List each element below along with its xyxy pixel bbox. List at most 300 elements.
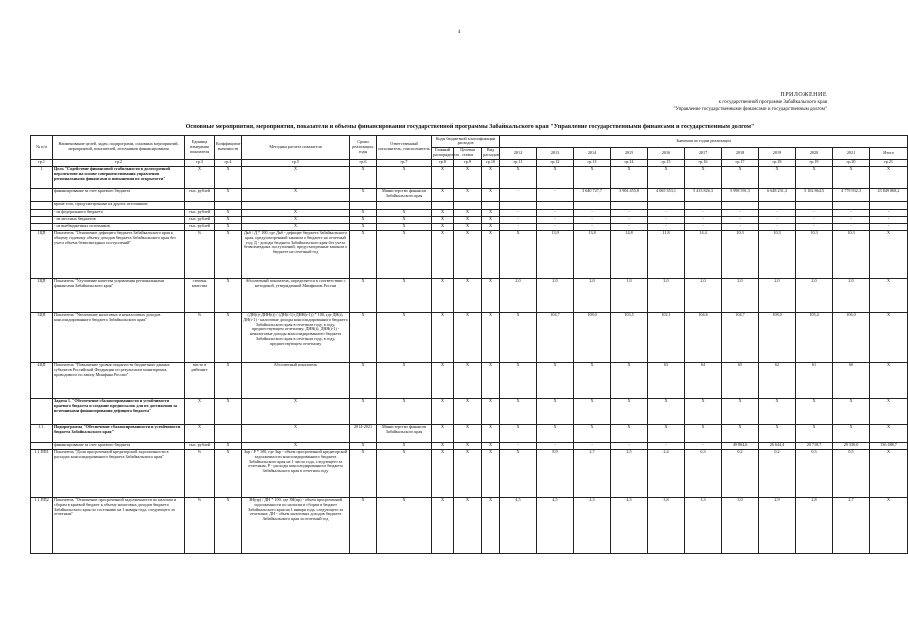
cell-unit: Х — [185, 398, 215, 424]
col-year: 2012 — [500, 147, 537, 159]
cell-year-value: Х — [500, 166, 537, 188]
cell-year-value: Х — [574, 166, 611, 188]
cell-year-value: - — [685, 216, 722, 223]
cell-term: Х — [350, 449, 377, 497]
cell-total: Х — [870, 278, 908, 312]
cell-year-value: 20 718,7 — [796, 442, 833, 449]
table-row — [31, 278, 908, 312]
cell-year-value: 8,9 — [537, 449, 574, 497]
cell-year-value: - — [611, 223, 648, 230]
cell-year-value: Х — [759, 424, 796, 442]
cell-k2 — [454, 201, 482, 209]
cell-method: Х — [242, 209, 350, 216]
cell-year-value: Х — [537, 424, 574, 442]
cell-year-value: 65 — [722, 362, 759, 398]
cell-name: Показатель "Отношение дефицита бюджета Забайкальского края к общему годовому объему доходов бюджета Забайкальского края без учета объема безвозмездных поступлений" — [53, 230, 185, 278]
cell-term: Х — [350, 188, 377, 201]
cell-year-value: Х — [648, 398, 685, 424]
cell-year-value: - — [685, 209, 722, 216]
cell-year-value: 2,0 — [759, 278, 796, 312]
header-row-1 — [31, 136, 908, 148]
cell-year-value: Х — [574, 398, 611, 424]
cell-year-value: - — [537, 442, 574, 449]
cell-year-value: 2,0 — [685, 278, 722, 312]
cell-k3: Х — [482, 166, 500, 188]
cell-name: Подпрограмма "Обеспечение сбалансированности и устойчивости бюджета Забайкальского края" — [53, 424, 185, 442]
cell-unit: Х — [185, 166, 215, 188]
col-kbk-2: Целевая статья — [454, 147, 482, 159]
cell-year-value: - — [537, 216, 574, 223]
table-row — [31, 312, 908, 362]
cell-year-value: Х — [833, 398, 870, 424]
cell-year-value — [759, 201, 796, 209]
column-number: гр.3 — [185, 159, 215, 166]
cell-method: Дкб / Д * 100, где Дкб - дефицит бюджета Забайкальского края, предусмотренный законом о бюджете на отчетный год; Д - доходы бюджета Забайкальского края без учета безвозмездных поступлений, предусмотренные законом о бюджете на отчетный год — [242, 230, 350, 278]
cell-year-value: 49 804,6 — [722, 442, 759, 449]
cell-no: 1.1.ПП2 — [31, 497, 53, 553]
column-number: гр.20 — [833, 159, 870, 166]
cell-name: финансирование за счет краевого бюджета — [53, 188, 185, 201]
cell-year-value: 105,4 — [796, 312, 833, 362]
cell-year-value: Х — [537, 166, 574, 188]
cell-year-value: 104,7 — [537, 312, 574, 362]
cell-resp: Министерство финансов Забайкальского края — [377, 188, 432, 201]
cell-year-value: - — [685, 442, 722, 449]
col-kbk: Коды бюджетной классификации расходов — [432, 136, 500, 148]
cell-no — [31, 188, 53, 201]
cell-coef: Х — [215, 278, 242, 312]
cell-coef — [215, 424, 242, 442]
cell-year-value: - — [500, 216, 537, 223]
cell-year-value: Х — [685, 398, 722, 424]
col-method: Методика расчета показателя — [242, 136, 350, 160]
cell-year-value: 26 644,4 — [759, 442, 796, 449]
cell-k2: Х — [454, 497, 482, 553]
cell-method: (ДН(t)+ДНН(t)) / (ДН(t-1)+ДНН(t-1)) * 100, где ДН(t), ДН(t-1) - налоговые доходы консолидированного бюджета Забайкальского края в отчетном году, в году, предшествующем отчетному; ДНН(t), ДНН(t-1) - неналоговые доходы консолидированного бюджета Забайкальского края в отчетном году, в году, предшествующем отчетному — [242, 312, 350, 362]
col-year: 2020 — [796, 147, 833, 159]
cell-method: ЗН(пр) / ДН * 100, где ЗН(пр) - объем просроченной задолженности по налогам и сборам в бюджет Забайкальского края на 1 января года, следующего за отчетным; ДН - объем налоговых доходов бюджета Забайкальского края за отчетный год — [242, 497, 350, 553]
cell-resp: Х — [377, 166, 432, 188]
cell-no — [31, 209, 53, 216]
cell-term: Х — [350, 223, 377, 230]
cell-total: - — [870, 223, 908, 230]
cell-resp: Х — [377, 230, 432, 278]
cell-total: Х — [870, 362, 908, 398]
cell-term: Х — [350, 362, 377, 398]
cell-k1 — [432, 201, 454, 209]
cell-resp: Х — [377, 223, 432, 230]
cell-year-value: Х — [611, 424, 648, 442]
table-row — [31, 201, 908, 209]
cell-name: Цель "Содействие финансовой стабильности в долгосрочной перспективе на основе совершенствования управления региональными финансами и повышения их открытости" — [53, 166, 185, 188]
cell-k2: Х — [454, 424, 482, 442]
appendix-header — [673, 92, 827, 113]
cell-year-value: 0,3 — [685, 449, 722, 497]
cell-year-value: 4,5 — [500, 497, 537, 553]
cell-unit: степень качества — [185, 278, 215, 312]
column-number: гр.15 — [648, 159, 685, 166]
appendix-line-2: к государственной программе Забайкальского края — [718, 100, 827, 105]
cell-year-value: 6 648 231,3 — [759, 188, 796, 201]
cell-year-value: - — [611, 216, 648, 223]
cell-k1: Х — [432, 449, 454, 497]
cell-year-value — [537, 201, 574, 209]
cell-year-value: - — [537, 209, 574, 216]
cell-year-value: - — [722, 216, 759, 223]
cell-year-value: 2,0 — [648, 278, 685, 312]
cell-k1: Х — [432, 362, 454, 398]
cell-year-value: - — [796, 216, 833, 223]
cell-k1: Х — [432, 442, 454, 449]
cell-method: Х — [242, 424, 350, 442]
cell-year-value: Х — [500, 424, 537, 442]
cell-year-value — [722, 201, 759, 209]
cell-total: Х — [870, 449, 908, 497]
cell-year-value: - — [648, 209, 685, 216]
cell-year-value: - — [500, 442, 537, 449]
cell-no — [31, 398, 53, 424]
cell-k1: Х — [432, 312, 454, 362]
cell-k3: Х — [482, 312, 500, 362]
cell-term: Х — [350, 442, 377, 449]
cell-year-value: 2,0 — [833, 278, 870, 312]
cell-year-value: Х — [759, 166, 796, 188]
table-row — [31, 216, 908, 223]
cell-coef: Х — [215, 216, 242, 223]
cell-year-value: - — [722, 209, 759, 216]
col-year: 2014 — [574, 147, 611, 159]
cell-year-value: 2,4 — [648, 449, 685, 497]
col-name: Наименование целей, задач, подпрограмм, основных мероприятий, мероприятий, показателей, источников финансирования — [53, 136, 185, 160]
cell-k2: Х — [454, 223, 482, 230]
cell-year-value: - — [500, 188, 537, 201]
cell-method: Зкр / Р * 100, где Зкр - объем просроченной кредиторской задолженности консолидированного бюджета Забайкальского края на 1 число года, следующего за отчетным; Р - расходы консолидированного бюджета Забайкальского края в отчетном году — [242, 449, 350, 497]
cell-year-value: 5 102 864,5 — [796, 188, 833, 201]
cell-coef: Х — [215, 362, 242, 398]
cell-year-value: 4 065 353,1 — [648, 188, 685, 201]
column-number: гр.12 — [537, 159, 574, 166]
col-year: 2019 — [759, 147, 796, 159]
cell-total: Х — [870, 230, 908, 278]
cell-term: Х — [350, 166, 377, 188]
cell-year-value: 13,9 — [537, 230, 574, 278]
cell-total: - — [870, 216, 908, 223]
cell-resp: Х — [377, 278, 432, 312]
table-row — [31, 424, 908, 442]
column-number: гр.6 — [350, 159, 377, 166]
cell-name: Задача 1. "Обеспечение сбалансированности и устойчивости краевого бюджета и создание предпосылок для их достижения за источниками финансирования дефицита бюджета" — [53, 398, 185, 424]
cell-year-value: - — [759, 216, 796, 223]
cell-year-value: 103,5 — [611, 312, 648, 362]
cell-year-value: - — [611, 209, 648, 216]
column-number: гр.1 — [31, 159, 53, 166]
cell-year-value: Х — [500, 312, 537, 362]
cell-year-value: 2,0 — [537, 278, 574, 312]
cell-total: - — [870, 209, 908, 216]
cell-year-value: Х — [722, 398, 759, 424]
cell-method: Х — [242, 216, 350, 223]
table-row — [31, 449, 908, 497]
cell-year-value: 3 904 455,8 — [611, 188, 648, 201]
cell-year-value: 11,8 — [648, 230, 685, 278]
col-year: 2015 — [611, 147, 648, 159]
cell-k3: Х — [482, 209, 500, 216]
cell-year-value: 10,3 — [833, 230, 870, 278]
cell-term: Х — [350, 312, 377, 362]
cell-year-value: 106,0 — [833, 312, 870, 362]
cell-unit: тыс. рублей — [185, 223, 215, 230]
cell-k1: Х — [432, 216, 454, 223]
cell-year-value: - — [648, 223, 685, 230]
cell-year-value: Х — [611, 398, 648, 424]
cell-unit: % — [185, 312, 215, 362]
cell-year-value: - — [759, 223, 796, 230]
cell-year-value: - — [500, 209, 537, 216]
cell-year-value: Х — [648, 166, 685, 188]
cell-k3: Х — [482, 449, 500, 497]
cell-method: Абсолютный показатель — [242, 362, 350, 398]
cell-year-value: - — [537, 223, 574, 230]
cell-year-value — [685, 201, 722, 209]
cell-year-value: 0,5 — [833, 449, 870, 497]
cell-year-value: 108,0 — [759, 312, 796, 362]
appendix-line-3: "Управление государственными финансами и государственным долгом" — [673, 107, 827, 112]
cell-k1: Х — [432, 209, 454, 216]
cell-year-value: 2,0 — [500, 278, 537, 312]
cell-method: Х — [242, 223, 350, 230]
cell-resp: Министерство финансов Забайкальского края — [377, 424, 432, 442]
cell-k3: Х — [482, 278, 500, 312]
cell-year-value: 102,1 — [648, 312, 685, 362]
cell-year-value: Х — [574, 424, 611, 442]
cell-year-value: 10,3 — [722, 230, 759, 278]
col-no: № п/п — [31, 136, 53, 160]
cell-k2: Х — [454, 398, 482, 424]
cell-year-value: 60 — [833, 362, 870, 398]
column-number: гр.9 — [454, 159, 482, 166]
program-table — [30, 135, 908, 554]
cell-year-value: 14,4 — [685, 230, 722, 278]
cell-resp: Х — [377, 312, 432, 362]
cell-total — [870, 201, 908, 209]
column-number: гр.18 — [759, 159, 796, 166]
cell-coef: Х — [215, 223, 242, 230]
cell-year-value: - — [611, 442, 648, 449]
cell-k3: Х — [482, 216, 500, 223]
cell-term: Х — [350, 209, 377, 216]
col-term: Сроки реализации, годы — [350, 136, 377, 160]
cell-year-value: - — [574, 442, 611, 449]
cell-year-value: 63 — [648, 362, 685, 398]
cell-resp: Х — [377, 398, 432, 424]
cell-coef: Х — [215, 166, 242, 188]
cell-year-value: Х — [833, 166, 870, 188]
table-row — [31, 188, 908, 201]
cell-year-value: 13,8 — [574, 230, 611, 278]
cell-year-value: - — [648, 442, 685, 449]
cell-year-value: 5 998 591,3 — [722, 188, 759, 201]
table-row — [31, 497, 908, 553]
cell-year-value: Х — [648, 424, 685, 442]
cell-unit — [185, 201, 215, 209]
cell-year-value: - — [722, 223, 759, 230]
cell-name: Показатель "Отношение просроченной задолженности по налогам и сборам в краевой бюджет к объему налоговых доходов бюджета Забайкальского края по состоянию на 1 января года, следующего за отчетным" — [53, 497, 185, 553]
column-number: гр.2 — [53, 159, 185, 166]
cell-name: Показатель "Доля просроченной кредиторской задолженности в расходах консолидированного бюджета Забайкальского края" — [53, 449, 185, 497]
cell-name: кроме того, предусмотренные из других источников: — [53, 201, 185, 209]
cell-k1: Х — [432, 166, 454, 188]
cell-k3: Х — [482, 362, 500, 398]
col-unit: Единица измерения показателя — [185, 136, 215, 160]
cell-year-value: - — [648, 216, 685, 223]
cell-total: Х — [870, 166, 908, 188]
cell-k2: Х — [454, 362, 482, 398]
cell-year-value: - — [500, 223, 537, 230]
cell-year-value: 0,3 — [796, 449, 833, 497]
table-row — [31, 362, 908, 398]
cell-coef: Х — [215, 449, 242, 497]
cell-k3: Х — [482, 223, 500, 230]
cell-year-value: Х — [759, 398, 796, 424]
col-year: 2017 — [685, 147, 722, 159]
cell-term: Х — [350, 497, 377, 553]
cell-year-value: 104,7 — [722, 312, 759, 362]
cell-name: Показатель "Увеличение налоговых и неналоговых доходов консолидированного бюджета Забайкальского края" — [53, 312, 185, 362]
col-coef: Коэффициент значимости — [215, 136, 242, 160]
appendix-title: ПРИЛОЖЕНИЕ — [780, 92, 827, 98]
cell-coef: Х — [215, 442, 242, 449]
cell-k1: Х — [432, 230, 454, 278]
table-row — [31, 398, 908, 424]
cell-year-value: 3,8 — [648, 497, 685, 553]
cell-year-value: 10,3 — [759, 230, 796, 278]
cell-k3: Х — [482, 424, 500, 442]
cell-year-value: 29 330,0 — [833, 442, 870, 449]
column-number-row — [31, 159, 908, 166]
cell-year-value: - — [537, 188, 574, 201]
cell-k3: Х — [482, 398, 500, 424]
cell-k1: Х — [432, 223, 454, 230]
col-year: 2016 — [648, 147, 685, 159]
col-resp: Ответственный исполнитель, соисполнитель — [377, 136, 432, 160]
cell-year-value: 3,0 — [722, 497, 759, 553]
cell-unit: Х — [185, 424, 215, 442]
cell-coef: Х — [215, 398, 242, 424]
cell-year-value: 62 — [759, 362, 796, 398]
cell-year-value: - — [759, 209, 796, 216]
cell-no: 1ЦП — [31, 230, 53, 278]
cell-name: Показатель "Улучшение качества управления региональными финансами Забайкальского края" — [53, 278, 185, 312]
col-kbk-1: Главный распорядитель — [433, 147, 460, 158]
table-row — [31, 223, 908, 230]
cell-resp: Х — [377, 209, 432, 216]
cell-year-value: 2,7 — [574, 449, 611, 497]
cell-method — [242, 201, 350, 209]
cell-year-value: 5 413 826,3 — [685, 188, 722, 201]
cell-year-value: 2,7 — [833, 497, 870, 553]
cell-k3: Х — [482, 230, 500, 278]
cell-k2: Х — [454, 188, 482, 201]
cell-resp: Х — [377, 362, 432, 398]
table-row — [31, 166, 908, 188]
cell-unit: % — [185, 449, 215, 497]
cell-year-value: 1,0 — [611, 278, 648, 312]
column-number: гр.8 — [432, 159, 454, 166]
cell-year-value: Х — [796, 398, 833, 424]
table-row — [31, 209, 908, 216]
cell-year-value: 2,0 — [722, 278, 759, 312]
cell-k2: Х — [454, 312, 482, 362]
cell-year-value: 61 — [796, 362, 833, 398]
cell-total: Х — [870, 398, 908, 424]
column-number: гр.7 — [377, 159, 432, 166]
column-number: гр.11 — [500, 159, 537, 166]
cell-coef: Х — [215, 497, 242, 553]
cell-year-value: Х — [611, 362, 648, 398]
cell-year-value: - — [833, 209, 870, 216]
cell-k1: Х — [432, 497, 454, 553]
cell-year-value: - — [796, 223, 833, 230]
cell-year-value: - — [574, 216, 611, 223]
cell-unit: % — [185, 497, 215, 553]
col-years-title: Значения по годам реализации — [500, 136, 908, 148]
column-number: гр.14 — [611, 159, 648, 166]
cell-year-value: Х — [500, 362, 537, 398]
cell-year-value: Х — [500, 230, 537, 278]
cell-year-value: Х — [500, 449, 537, 497]
cell-year-value: 2,0 — [574, 278, 611, 312]
cell-year-value: Х — [833, 424, 870, 442]
cell-k3 — [482, 201, 500, 209]
column-number: гр.4 — [215, 159, 242, 166]
cell-total: 43 849 868,2 — [870, 188, 908, 201]
cell-k1: Х — [432, 188, 454, 201]
cell-name: - из внебюджетных источников — [53, 223, 185, 230]
col-total: Итого — [870, 147, 908, 159]
cell-term: Х — [350, 398, 377, 424]
cell-unit: тыс. рублей — [185, 216, 215, 223]
cell-year-value: 0,2 — [722, 449, 759, 497]
cell-term: 2014-2021 — [350, 424, 377, 442]
cell-k3: Х — [482, 442, 500, 449]
cell-coef: Х — [215, 312, 242, 362]
cell-no — [31, 442, 53, 449]
cell-resp: Х — [377, 216, 432, 223]
cell-coef: Х — [215, 230, 242, 278]
cell-method: Х — [242, 188, 350, 201]
cell-year-value: - — [833, 223, 870, 230]
cell-term: Х — [350, 216, 377, 223]
cell-year-value: Х — [685, 424, 722, 442]
cell-coef: Х — [215, 209, 242, 216]
cell-year-value: - — [574, 223, 611, 230]
cell-year-value: 14,8 — [611, 230, 648, 278]
cell-resp: Х — [377, 497, 432, 553]
cell-year-value — [574, 201, 611, 209]
cell-year-value: 2,5 — [611, 449, 648, 497]
cell-no — [31, 223, 53, 230]
cell-no: 1 — [31, 166, 53, 188]
cell-k1: Х — [432, 398, 454, 424]
cell-year-value: 2,0 — [796, 278, 833, 312]
document-title: Основные мероприятия, мероприятия, показатели и объемы финансирования государственной программы Забайкальского края "Управление государственными финансами и государственным долгом" — [185, 123, 755, 130]
cell-year-value — [796, 201, 833, 209]
cell-year-value: Х — [722, 424, 759, 442]
cell-no: 1.1.ПП1 — [31, 449, 53, 497]
col-year: 2018 — [722, 147, 759, 159]
cell-unit: место в рейтинге — [185, 362, 215, 398]
column-number: гр.17 — [722, 159, 759, 166]
